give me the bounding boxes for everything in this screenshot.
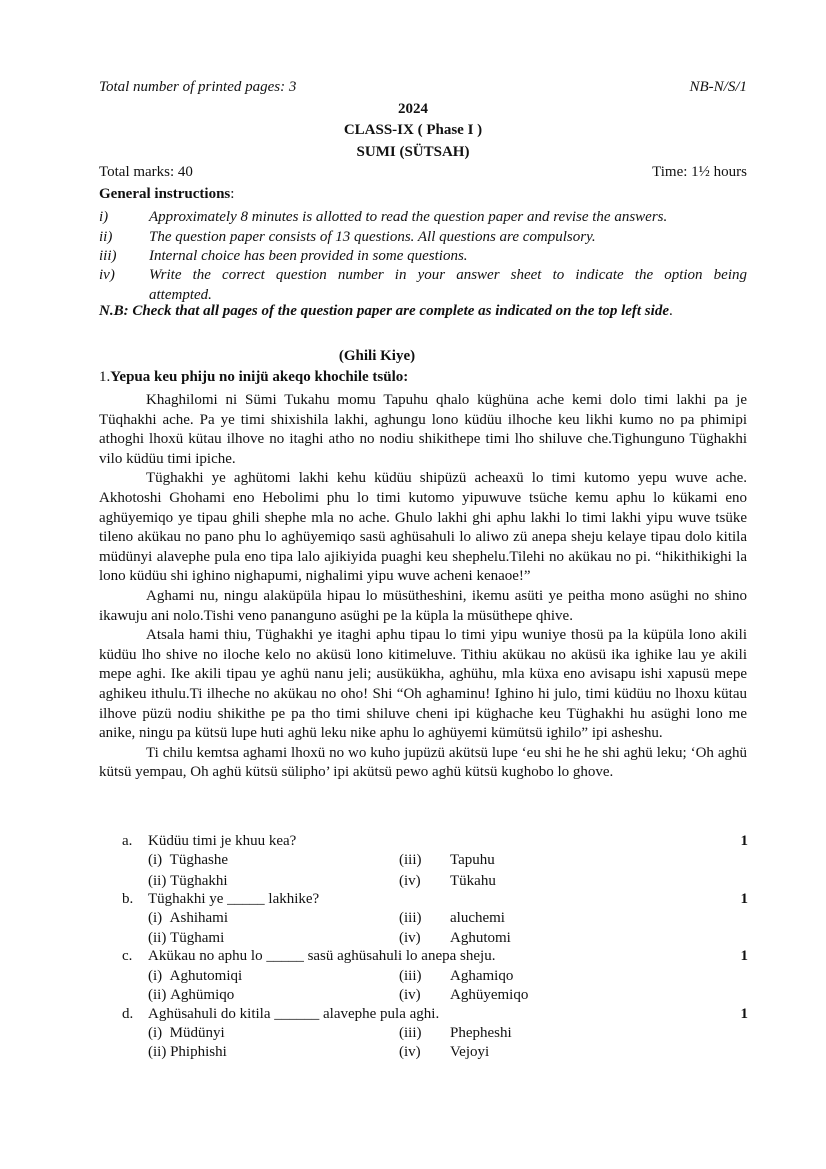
question-1-number: 1. (99, 369, 111, 385)
option-iv (399, 1044, 421, 1061)
option-number: (iv) (399, 1044, 421, 1060)
option-number: (iv) (399, 873, 421, 889)
question-stem: Akükau no aphu lo _____ sasü aghüsahuli lo anepa sheju. (148, 948, 496, 964)
question-stem: Küdüu timi je khuu kea? (148, 833, 297, 849)
instruction-item (99, 228, 747, 248)
instruction-text: The question paper consists of 13 questions. All questions are compulsory. (149, 229, 596, 245)
option-text: Tüghashe (169, 852, 228, 868)
question-label: d. (122, 1006, 134, 1022)
option-iii-text: aluchemi (450, 910, 505, 926)
nb-note-dot: . (668, 303, 673, 319)
option-i (148, 852, 228, 869)
option-i (148, 910, 228, 927)
header-row (99, 79, 747, 96)
option-text: Tüghakhi (170, 873, 228, 889)
option-number: (i) (148, 1025, 163, 1041)
option-ii (148, 1044, 227, 1061)
question-label: b. (122, 891, 134, 907)
option-number: (ii) (148, 873, 167, 889)
option-iv-text: Tükahu (450, 873, 496, 889)
option-iv-text: Aghutomi (450, 930, 511, 946)
instruction-number: iv) (99, 267, 115, 283)
option-number: (iii) (399, 1025, 422, 1041)
instruction-number: iii) (99, 248, 117, 264)
option-number: (iv) (399, 930, 421, 946)
section-title: (Ghili Kiye) (338, 348, 416, 364)
option-ii (148, 873, 228, 890)
option-number: (ii) (148, 930, 167, 946)
passage-paragraph: Ti chilu kemtsa aghami lhoxü no wo kuho jupüzü akütsü lupe ‘eu shi he he shi aghü leku; ‘Oh aghü kütsü yempau, Oh aghü kütsü sülipho’ ipi akütsü pewo aghü kütsü kughobo lo ghove. (99, 744, 747, 781)
printed-pages-note: Total number of printed pages: 3 (99, 79, 297, 95)
option-iii-text: Aghamiqo (450, 968, 514, 984)
option-text: Tüghami (170, 930, 225, 946)
instruction-item (99, 247, 747, 267)
option-number: (iii) (399, 910, 422, 926)
option-number: (iii) (399, 852, 422, 868)
exam-subject: SUMI (SÜTSAH) (356, 144, 470, 160)
option-iii (399, 852, 422, 869)
option-text: Ashihami (169, 910, 229, 926)
question-1-title: Yepua keu phiju no inijü akeqo khochile tsülo: (110, 369, 409, 385)
option-number: (ii) (148, 1044, 167, 1060)
option-text: Phiphishi (170, 1044, 227, 1060)
option-iii-text: Tapuhu (450, 852, 495, 868)
option-number: (i) (148, 852, 163, 868)
option-i (148, 968, 242, 985)
option-iii (399, 910, 422, 927)
option-i (148, 1025, 225, 1042)
question-stem: Tüghakhi ye _____ lakhike? (148, 891, 320, 907)
question-stem: Aghüsahuli do kitila ______ alavephe pula aghi. (148, 1006, 440, 1022)
option-iv (399, 930, 421, 947)
option-text: Aghutomiqi (169, 968, 243, 984)
instruction-number: ii) (99, 229, 113, 245)
option-iii-text: Phepheshi (450, 1025, 512, 1041)
passage-paragraph: Tüghakhi ye aghütomi lakhi kehu küdüu shipüzü acheaxü lo timi kutomo yepu wuve ache. Akhotoshi Ghohami eno Hebolimi phu lo timi kutomo yipuwuve tsüche kemu aphu lo kükami eno aghüyemiqo ye tipau ghili shephe mla no ache. Ghulo lakhi ghi aphu lakhi lo timi lakhi yipu wuve tsüke tileno akükau no pano phu lo aghüyemiqo sasü aghüsahuli lo aliwo zü anepa sheju kelaye tipau dolo kitila müdünyi alavephe pula eno tipa lalo ajikiyida puaghi keu shephelu.Tilehi no akükau no pi. “hikithikighi la lono küdüu shi ighino nighapumi, nighalimi yipu wuve acheni kenaoe!” (99, 470, 747, 585)
option-iv (399, 987, 421, 1004)
question-mark: 1 (740, 948, 748, 964)
question-1-heading (99, 369, 408, 386)
option-iv (399, 873, 421, 890)
question-mark: 1 (740, 833, 748, 849)
passage-paragraph: Aghami nu, ningu alaküpüla hipau lo müsütheshini, ikemu asüti ye peitha mono asüghi no shino ikawuju ani nolo.Tishi veno pananguno asüghi pe la küpla la müsüthepe qhive. (99, 587, 747, 624)
question-mark: 1 (740, 1006, 748, 1022)
nb-note (99, 303, 759, 320)
passage-paragraph: Atsala hami thiu, Tüghakhi ye itaghi aphu tipau lo timi yipu wuniye thosü pa la küpüla lono akili küdüu lho shive no iloche kelo no aküsü lono kitimeluve. Tithiu akükau no aküsü ika ighike lau ye akili mepe aghi. Ike akili tipau ye aghü nanu jeli; ausükükha, aghühu, mla küxa eno avisapu ishi xapusü mepe aghikeu ithulu.Ti ilheche no akükau no oho! Shi “Oh aghaminu! Ighino hi julo, timi küdüu no lhoxu kütau ilhove püzü nodiu shikithe pe pa tho timi shiluve cheni ipi küghache keu Tüghakhi hu asüghi lono me anike, ningu pa kütsü lupe huti aghü leku nike aphu lo aghüyemi kümütsü ighilo” ipi asheshu. (99, 627, 747, 742)
paper-code: NB-N/S/1 (689, 79, 747, 95)
instructions-title (99, 186, 234, 203)
total-marks: Total marks: 40 (99, 164, 193, 180)
option-iii (399, 1025, 422, 1042)
nb-note-text: N.B: Check that all pages of the question paper are complete as indicated on the top left side (99, 303, 669, 319)
option-ii (148, 987, 234, 1004)
option-iv-text: Vejoyi (450, 1044, 490, 1060)
instructions-title-colon: : (230, 186, 235, 202)
instruction-item (99, 208, 747, 228)
question-label: a. (122, 833, 133, 849)
question-mark: 1 (740, 891, 748, 907)
option-text: Aghümiqo (170, 987, 235, 1003)
exam-class: CLASS-IX ( Phase I ) (343, 122, 483, 138)
time-allowed: Time: 1½ hours (652, 164, 747, 180)
option-text: Müdünyi (169, 1025, 225, 1041)
instruction-text: Write the correct question number in your answer sheet to indicate the option being attempted. (149, 267, 747, 303)
instructions-title-text: General instructions (99, 186, 231, 202)
reading-passage (99, 391, 747, 783)
question-label: c. (122, 948, 133, 964)
marks-time-row (99, 164, 747, 181)
option-number: (i) (148, 968, 163, 984)
instruction-text: Approximately 8 minutes is allotted to read the question paper and revise the answers. (149, 209, 668, 225)
passage-paragraph: Khaghilomi ni Sümi Tukahu momu Tapuhu qhalo küghüna ache kemi dolo timi lakhi pa je Tüqhakhi ache. Pa ye timi shixishila lakhi, aghungu lono küdüu ilhoche keu likhi kumo no pa phimipi athoghi lhoxü kütau ilhove no itaghi atho no nodiu shikithepe timi lho shiluve che.Tighunguno Tüghakhi vilo küdüu timi ipiche. (99, 392, 747, 467)
instruction-number: i) (99, 209, 109, 225)
instruction-text: Internal choice has been provided in some questions. (149, 248, 468, 264)
exam-year: 2024 (398, 101, 428, 117)
option-iii (399, 968, 422, 985)
instruction-item (99, 266, 747, 305)
option-number: (iii) (399, 968, 422, 984)
option-number: (iv) (399, 987, 421, 1003)
option-ii (148, 930, 224, 947)
option-number: (i) (148, 910, 163, 926)
option-number: (ii) (148, 987, 167, 1003)
option-iv-text: Aghüyemiqo (450, 987, 529, 1003)
